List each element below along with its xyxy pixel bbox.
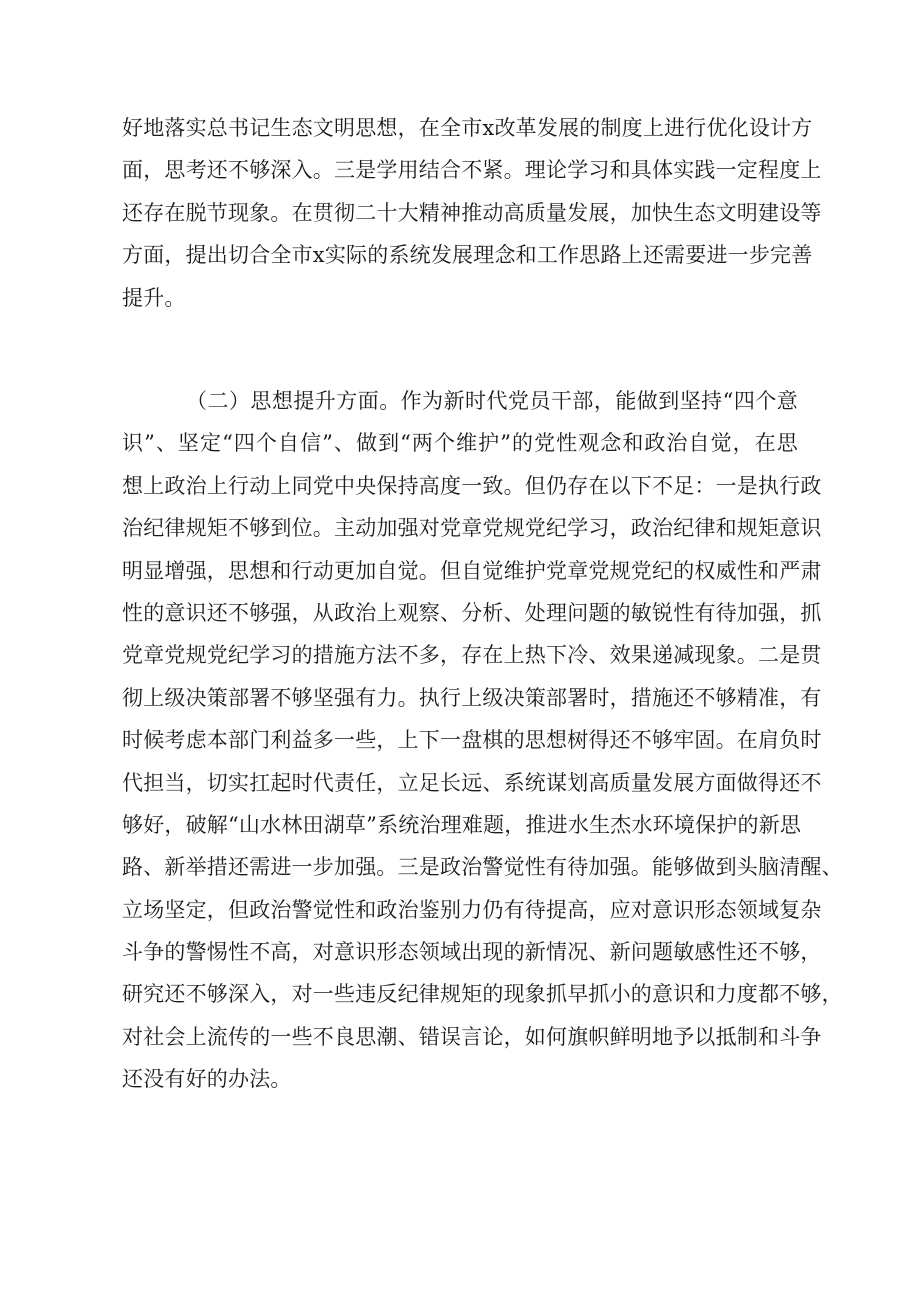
paragraph-line: 斗争的警惕性不高，对意识形态领域出现的新情况、新问题敏感性还不够，: [122, 940, 822, 965]
paragraph-line: 方面，提出切合全市x实际的系统发展理念和工作思路上还需要进一步完善: [122, 243, 813, 268]
paragraph-line: 明显增强，思想和行动更加自觉。但自觉维护党章党规党纪的权威性和严肃: [122, 558, 822, 583]
paragraph-line: 彻上级决策部署不够坚强有力。执行上级决策部署时，措施还不够精准，有: [122, 685, 822, 710]
paragraph-line: 性的意识还不够强，从政治上观察、分析、处理问题的敏锐性有待加强，抓: [122, 600, 822, 625]
paragraph-1: [122, 107, 822, 319]
paragraph-line: 党章党规党纪学习的措施方法不多，存在上热下冷、效果递减现象。二是贯: [122, 643, 822, 668]
paragraph-line: 识”、坚定“四个自信”、做到“两个维护”的党性观念和政治自觉，在思: [122, 431, 798, 456]
paragraph-line: 治纪律规矩不够到位。主动加强对党章党规党纪学习，政治纪律和规矩意识: [122, 516, 822, 541]
paragraph-line: 好地落实总书记生态文明思想，在全市x改革发展的制度上进行优化设计方: [122, 116, 813, 140]
paragraph-line: 提升。: [122, 285, 186, 310]
paragraph-line: 代担当，切实扛起时代责任，立足长远、系统谋划高质量发展方面做得还不: [122, 770, 822, 795]
paragraph-line: 够好，破解“山水林田湖草”系统治理难题，推进水生杰水环境保护的新思: [122, 812, 802, 837]
paragraph-line: 立场坚定，但政治警觉性和政治鉴别力仍有待提高，应对意识形态领域复杂: [122, 897, 822, 922]
paragraph-line: 面，思考还不够深入。三是学用结合不紧。理论学习和具体实践一定程度上: [122, 158, 822, 183]
paragraph-line: 想上政治上行动上同党中央保持高度一致。但仍存在以下不足：一是执行政: [122, 473, 822, 498]
paragraph-line: 研究还不够深入，对一些违反纪律规矩的现象抓早抓小的意识和力度都不够，: [122, 982, 843, 1007]
paragraph-line: 还没有好的办法。: [122, 1067, 292, 1092]
paragraph-line: （二）思想提升方面。作为新时代党员干部，能做到坚持“四个意: [186, 389, 798, 413]
paragraph-line: 还存在脱节现象。在贯彻二十大精神推动高质量发展，加快生态文明建设等: [122, 200, 822, 225]
paragraph-2: [122, 380, 843, 1101]
paragraph-line: 路、新举措还需进一步加强。三是政治警觉性有待加强。能够做到头脑清醒、: [122, 855, 843, 880]
paragraph-line: 对社会上流传的一些不良思潮、错误言论，如何旗帜鲜明地予以抵制和斗争: [122, 1024, 822, 1049]
paragraph-line: 时候考虑本部门利益多一些，上下一盘棋的思想树得还不够牢固。在肩负时: [122, 728, 822, 753]
